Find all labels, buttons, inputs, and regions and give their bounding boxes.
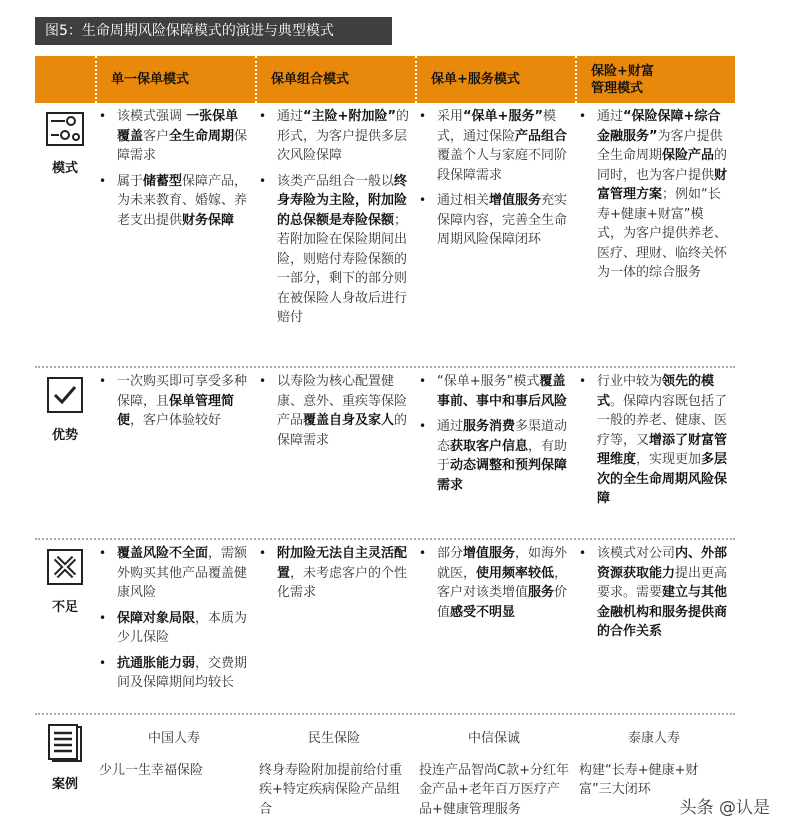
text-segment: 终身寿险为主险，附加险的总保额是寿险保额 [277, 173, 408, 228]
bullet-item [419, 544, 569, 622]
text-segment: 保障需求 [117, 128, 248, 163]
row-case [35, 715, 735, 815]
text-segment: 覆盖自身及家人 [303, 413, 395, 428]
text-segment: 采用 [437, 109, 464, 124]
text-segment: 客户 [143, 128, 170, 144]
case-description: 终身寿险附加提前给付重疾+特定疾病保险产品组合 [259, 762, 403, 817]
bullet-item [99, 172, 249, 231]
text-segment: 获取客户信息 [450, 438, 529, 454]
bullet-item [579, 107, 729, 283]
text-segment: ，有助于 [437, 438, 568, 473]
case-description: 构建“长寿+健康+财富”三大闭环 [579, 762, 699, 797]
text-segment: 的形式，为客户提供多层次风险保障 [277, 109, 410, 163]
bullet-item [259, 172, 409, 328]
checkmark-icon [46, 376, 84, 418]
watermark: 头条 @认是 [679, 798, 770, 818]
bullet-icon: • [99, 374, 107, 388]
text-segment: “保单+服务”模式 [437, 374, 540, 389]
bullet-item [579, 372, 729, 509]
row-label-text: 优势 [51, 428, 78, 443]
bullet-icon: • [99, 109, 107, 123]
bullet-item [579, 544, 729, 642]
text-segment: 内、外部资源获取能力 [597, 546, 728, 581]
text-segment: 一张保单覆盖 [117, 109, 239, 144]
text-segment: 保障对象局限 [117, 610, 196, 626]
text-segment: 的同时，也为客户提供 [597, 148, 728, 183]
table-cell [415, 368, 575, 538]
case-cell [255, 715, 415, 815]
text-segment: 通过相关 [437, 193, 490, 208]
case-description: 少儿一生幸福保险 [99, 762, 204, 778]
text-segment: 附加险无法自主灵活配置 [277, 546, 408, 581]
text-segment: 保险产品 [662, 148, 715, 163]
bullet-icon: • [99, 173, 107, 188]
text-segment: ，客户对该类增值 [437, 565, 568, 600]
row-label-text: 模式 [51, 161, 78, 176]
bullet-item [419, 372, 569, 411]
header-single-policy: 单一保单模式 [95, 56, 255, 103]
table-cell [255, 368, 415, 538]
text-segment: ；若附加险在保险期间出险，则赔付寿险保额的一部分，剩下的部分则在被保险人身故后进行赔付 [277, 212, 408, 325]
bullet-icon: • [99, 610, 107, 625]
table-cell [95, 103, 255, 366]
bullet-icon: • [419, 546, 427, 560]
bullet-item [419, 417, 569, 495]
text-segment: 该类产品组合一般以 [277, 173, 395, 189]
row-label [35, 368, 95, 538]
row-label-text: 不足 [51, 600, 78, 615]
bullet-icon: • [99, 655, 107, 670]
text-segment: 领先的模式 [597, 374, 715, 409]
text-segment: 。保障内容既包括了一般的养老、健康、医疗等，又 [597, 393, 728, 448]
text-segment: 增值服务 [489, 193, 542, 208]
bullet-icon: • [259, 546, 267, 560]
table-cell [95, 540, 255, 713]
text-segment: 为客户提供全生命周期 [597, 128, 723, 163]
row-shortcoming [35, 540, 735, 715]
bullet-icon: • [419, 419, 427, 433]
row-label [35, 103, 95, 366]
bullet-icon: • [579, 374, 587, 388]
bullet-icon: • [259, 173, 267, 188]
text-segment: 储蓄型 [143, 173, 183, 189]
bullet-icon: • [259, 109, 267, 123]
table-cell [255, 103, 415, 366]
bullet-icon: • [579, 546, 587, 560]
row-mode [35, 103, 735, 368]
text-segment: 使用频率较低 [476, 565, 555, 581]
header-insurance-wealth: 保险+财富 管理模式 [575, 56, 735, 103]
case-company: 泰康人寿 [627, 731, 680, 746]
text-segment: 财务保障 [182, 212, 235, 228]
bullet-item [99, 544, 249, 603]
text-segment: “保单+服务” [463, 109, 543, 124]
table-header [35, 56, 735, 103]
text-segment: 保障产品，为未来教育、婚嫁、养老支出提供 [117, 173, 248, 228]
text-segment: 多层次的全生命周期风险保障 [597, 452, 728, 506]
text-segment: 服务消费 [463, 419, 516, 434]
bullet-item [99, 609, 249, 648]
case-cell [415, 715, 575, 815]
bullet-item [259, 372, 409, 450]
case-cell [95, 715, 255, 815]
text-segment: 通过 [277, 109, 304, 124]
text-segment: ，需额外购买其他产品覆盖健康风险 [117, 546, 248, 600]
text-segment: 模式，通过保险 [437, 109, 557, 144]
bullet-icon: • [419, 109, 427, 123]
text-segment: ，交费期间及保障期间均较长 [117, 655, 248, 690]
document-icon [47, 723, 83, 767]
bullet-item [99, 654, 249, 693]
bullet-item [419, 191, 569, 250]
text-segment: 该模式对公司 [597, 546, 676, 561]
text-segment: 覆盖个人与家庭不同阶段保障需求 [437, 148, 568, 183]
figure-title: 图5：生命周期风险保障模式的演进与典型模式 [35, 17, 392, 45]
text-segment: 通过 [597, 109, 624, 124]
table-cell [415, 103, 575, 366]
case-company: 中信保诚 [467, 731, 520, 746]
bullet-item [99, 372, 249, 431]
text-segment: 财富管理方案 [597, 167, 728, 202]
row-advantage [35, 368, 735, 540]
bullet-item [99, 107, 249, 166]
text-segment: ，如海外就医， [437, 546, 568, 581]
bullet-item [419, 107, 569, 185]
table-cell [415, 540, 575, 713]
row-label [35, 715, 95, 815]
bullet-icon: • [419, 374, 427, 388]
text-segment: 覆盖风险不全面 [117, 546, 209, 561]
text-segment: ，实现更加 [636, 452, 702, 467]
bullet-item [259, 107, 409, 166]
text-segment: 覆盖事前、事中和事后风险 [437, 374, 568, 409]
bullet-icon: • [579, 109, 587, 123]
text-segment: 以寿险为核心配置健康、意外、重疾等保险产品 [277, 374, 408, 428]
case-description: 投连产品智尚C款+分红年金产品+老年百万医疗产品+健康管理服务 [419, 762, 569, 817]
text-segment: ，本质为少儿保险 [117, 610, 248, 645]
text-segment: 充实保障内容，完善全生命周期风险保障闭环 [437, 193, 568, 247]
text-segment: 增值服务 [463, 546, 516, 561]
text-segment: 建立与其他金融机构和服务提供商的合作关系 [597, 585, 728, 639]
text-segment: 增添了财富管理维度 [597, 432, 728, 467]
text-segment: 该模式强调 [117, 109, 187, 124]
text-segment: 动态调整和预判保障需求 [437, 458, 568, 493]
case-company: 民生保险 [307, 731, 360, 746]
settings-panel-icon [45, 111, 85, 151]
header-policy-service: 保单+服务模式 [415, 56, 575, 103]
text-segment: “保险保障+综合金融服务” [597, 109, 721, 144]
text-segment: 一次购买即可享受多种保障，且 [117, 374, 248, 409]
text-segment: ，未考虑客户的个性化需求 [277, 565, 408, 600]
text-segment: ，客户体验较好 [130, 413, 222, 428]
row-label [35, 540, 95, 713]
row-label-text: 案例 [51, 777, 78, 792]
text-segment: 服务 [528, 585, 555, 600]
bullet-icon: • [99, 546, 107, 560]
text-segment: 行业中较为 [597, 374, 663, 389]
text-segment: 全生命周期 [169, 128, 235, 144]
table-cell [95, 368, 255, 538]
table-cell [255, 540, 415, 713]
text-segment: 抗通胀能力弱 [117, 655, 196, 671]
bullet-item [259, 544, 409, 603]
table-cell [575, 103, 735, 366]
text-segment: 部分 [437, 546, 464, 561]
cross-icon [46, 548, 84, 590]
text-segment: 通过 [437, 419, 464, 434]
text-segment: 的保障需求 [277, 413, 408, 448]
text-segment: 属于 [117, 173, 144, 189]
header-policy-combo: 保单组合模式 [255, 56, 415, 103]
text-segment: 保单管理简便 [117, 393, 235, 428]
text-segment: 产品组合 [515, 128, 568, 144]
bullet-icon: • [419, 193, 427, 207]
text-segment: 价值 [437, 585, 568, 620]
text-segment: 提出更高要求。需要 [597, 565, 728, 600]
table-cell [575, 540, 735, 713]
text-segment: ；例如“长寿+健康+财富”模式，为客户提供养老、医疗、理财、临终关怀为一体的综合服务 [597, 187, 728, 280]
case-company: 中国人寿 [147, 731, 200, 746]
table-cell [575, 368, 735, 538]
text-segment: 感受不明显 [450, 604, 516, 620]
text-segment: “主险+附加险” [303, 109, 396, 124]
bullet-icon: • [259, 374, 267, 388]
text-segment: 多渠道动态 [437, 419, 568, 454]
